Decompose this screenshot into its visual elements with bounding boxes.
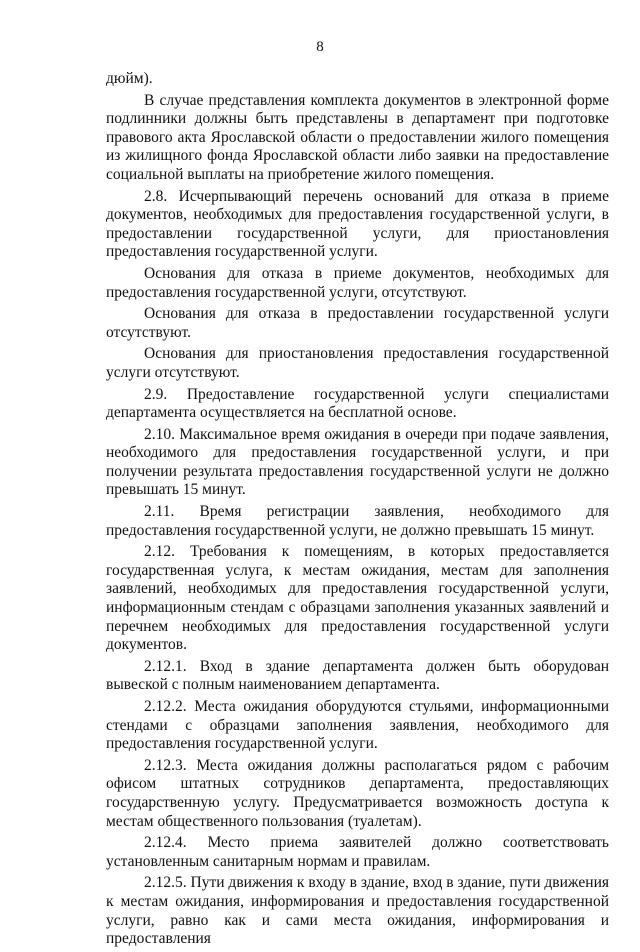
paragraph: 2.10. Максимальное время ожидания в очереди при подаче заявления, необходимого для предоставления государственной услуги, и при получении результата предоставления государственной услуги не должно превышать 15 минут. xyxy=(106,425,609,499)
paragraph: Основания для отказа в приеме документов, необходимых для предоставления государственной услуги, отсутствуют. xyxy=(106,264,609,301)
paragraph: 2.11. Время регистрации заявления, необходимого для предоставления государственной услуги, не должно превышать 15 минут. xyxy=(106,503,609,539)
paragraph: дюйм). xyxy=(106,70,153,87)
paragraph: Основания для приостановления предоставления государственной услуги отсутствуют. xyxy=(106,345,609,381)
paragraph: 2.12.3. Места ожидания должны располагаться рядом с рабочим офисом штатных сотрудников департамента, предоставляющих государственную услугу. Предусматривается возможность доступа к местам общественного пользования (туалетам). xyxy=(106,756,609,830)
paragraph: В случае представления комплекта документов в электронной форме подлинники должны быть представлены в департамент при подготовке правового акта Ярославской области о предоставлении жилого помещения из жилищного фонда Ярославской области либо заявки на предоставление социальной выплаты на приобретение жилого помещения. xyxy=(106,91,609,183)
paragraph: 2.12.5. Пути движения к входу в здание, вход в здание, пути движения к местам ожидания, информирования и предоставления государственной услуги, равно как и сами места ожидания, информирования и предоставления xyxy=(106,874,609,948)
paragraph: 2.12.1. Вход в здание департамента должен быть оборудован вывеской с полным наименованием департамента. xyxy=(106,657,609,694)
paragraph: 2.12. Требования к помещениям, в которых предоставляется государственная услуга, к местам ожидания, местам для заполнения заявлений, необходимых для предоставления государственной услуги, информационным стендам с образцами заполнения указанных заявлений и перечнем необходимых для предоставления государственной услуги документов. xyxy=(106,543,609,654)
page-number: 8 xyxy=(316,39,324,55)
paragraph: 2.8. Исчерпывающий перечень оснований для отказа в приеме документов, необходимых для предоставления государственной услуги, в предоставлении государственной услуги, для приостановления предоставления государственной услуги. xyxy=(106,187,609,261)
document-body xyxy=(106,70,609,952)
paragraph: Основания для отказа в предоставлении государственной услуги отсутствуют. xyxy=(106,305,609,341)
paragraph: 2.12.2. Места ожидания оборудуются стульями, информационными стендами с образцами заполнения заявления, необходимого для предоставления государственной услуги. xyxy=(106,698,609,753)
paragraph: 2.12.4. Место приема заявителей должно соответствовать установленным санитарным нормам и правилам. xyxy=(106,834,609,870)
paragraph: 2.9. Предоставление государственной услуги специалистами департамента осуществляется на бесплатной основе. xyxy=(106,385,609,422)
